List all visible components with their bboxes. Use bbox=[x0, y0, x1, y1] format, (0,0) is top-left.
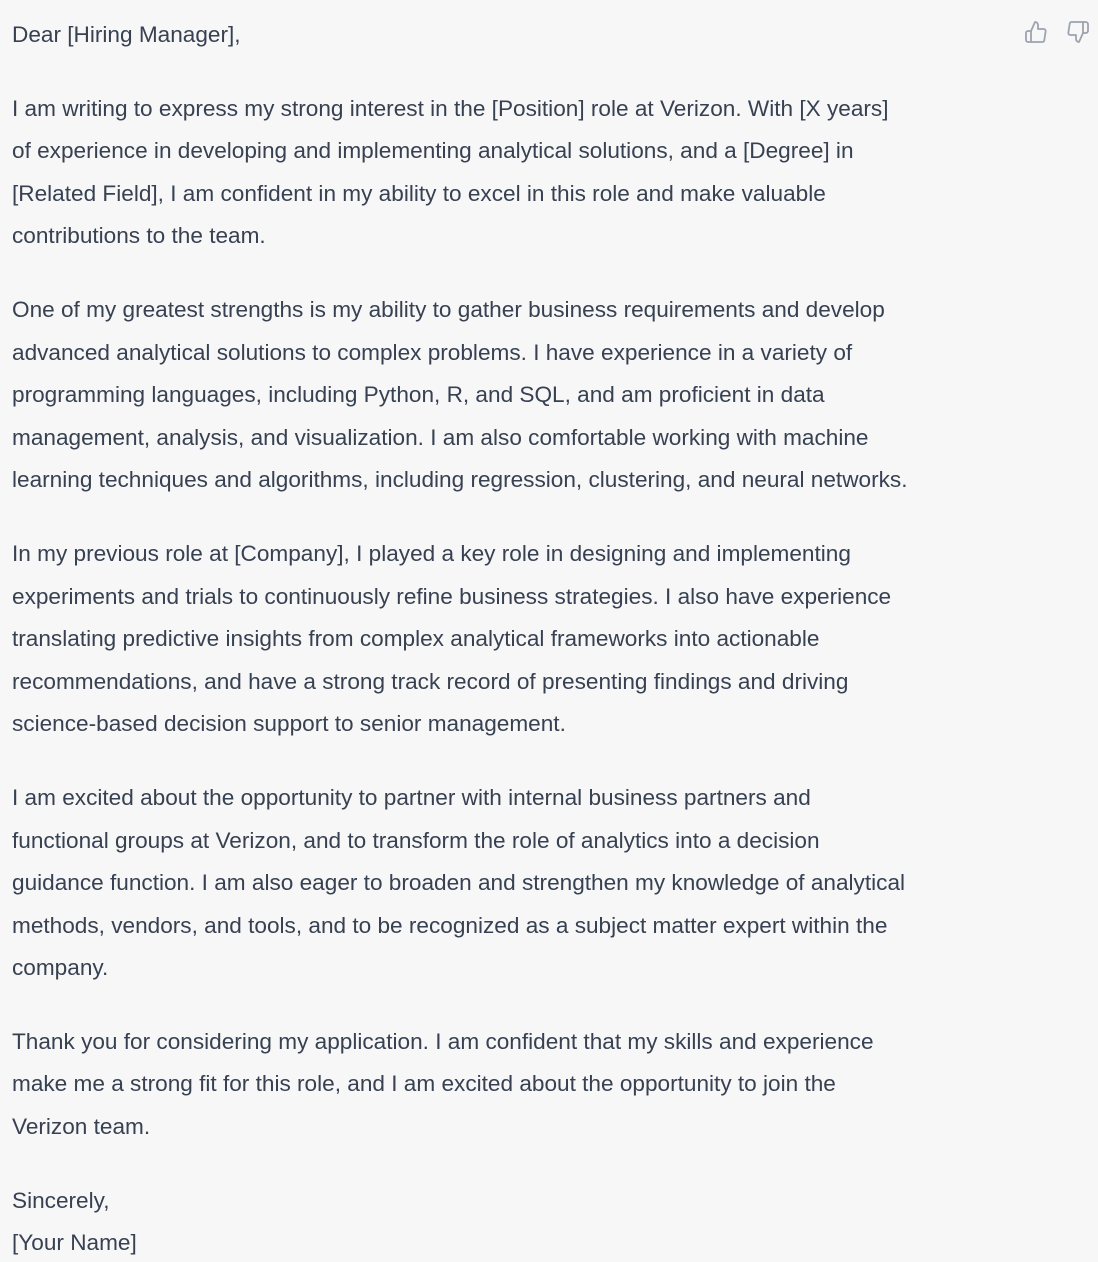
opportunity-line: guidance function. I am also eager to broaden and strengthen my knowledge of analytical bbox=[12, 870, 906, 896]
thumbs-down-button[interactable] bbox=[1066, 20, 1090, 44]
strengths-paragraph bbox=[12, 289, 1012, 502]
closing-paragraph bbox=[12, 1021, 1012, 1149]
previous-role-line: experiments and trials to continuously refine business strategies. I also have experience bbox=[12, 583, 892, 609]
strengths-line: learning techniques and algorithms, including regression, clustering, and neural networks. bbox=[12, 467, 908, 493]
strengths-line: programming languages, including Python, R, and SQL, and am proficient in data bbox=[12, 382, 825, 408]
opportunity-line: company. bbox=[12, 955, 109, 981]
opportunity-line: functional groups at Verizon, and to transform the role of analytics into a decision bbox=[12, 827, 820, 853]
closing-line: make me a strong fit for this role, and I am excited about the opportunity to join the bbox=[12, 1071, 836, 1097]
salutation bbox=[12, 14, 1012, 57]
signoff-line: Sincerely, bbox=[12, 1187, 110, 1213]
strengths-line: management, analysis, and visualization. I am also comfortable working with machine bbox=[12, 424, 869, 450]
intro-line: of experience in developing and implementing analytical solutions, and a [Degree] in bbox=[12, 138, 854, 164]
intro-line: I am writing to express my strong interest in the [Position] role at Verizon. With [X years] bbox=[12, 95, 889, 121]
letter-body bbox=[12, 14, 1012, 1262]
thumbs-down-icon bbox=[1066, 20, 1090, 44]
opportunity-paragraph bbox=[12, 777, 1012, 990]
opportunity-line: I am excited about the opportunity to partner with internal business partners and bbox=[12, 784, 811, 810]
strengths-line: One of my greatest strengths is my ability to gather business requirements and develop bbox=[12, 296, 885, 322]
opportunity-line: methods, vendors, and tools, and to be recognized as a subject matter expert within the bbox=[12, 912, 888, 938]
previous-role-line: translating predictive insights from complex analytical frameworks into actionable bbox=[12, 626, 820, 652]
previous-role-line: recommendations, and have a strong track record of presenting findings and driving bbox=[12, 668, 849, 694]
thumbs-up-icon bbox=[1024, 20, 1048, 44]
intro-paragraph bbox=[12, 88, 1012, 258]
previous-role-line: science-based decision support to senior management. bbox=[12, 711, 566, 737]
signoff bbox=[12, 1180, 1012, 1262]
closing-line: Verizon team. bbox=[12, 1114, 151, 1140]
thumbs-up-button[interactable] bbox=[1024, 20, 1048, 44]
intro-line: contributions to the team. bbox=[12, 223, 266, 249]
strengths-line: advanced analytical solutions to complex problems. I have experience in a variety of bbox=[12, 339, 853, 365]
intro-line: [Related Field], I am confident in my ability to excel in this role and make valuable bbox=[12, 180, 826, 206]
previous-role-paragraph bbox=[12, 533, 1012, 746]
previous-role-line: In my previous role at [Company], I played a key role in designing and implementing bbox=[12, 540, 851, 566]
closing-line: Thank you for considering my application. I am confident that my skills and experience bbox=[12, 1028, 874, 1054]
feedback-buttons bbox=[1024, 20, 1090, 44]
salutation-line: Dear [Hiring Manager], bbox=[12, 22, 241, 47]
signature-name: [Your Name] bbox=[12, 1230, 137, 1256]
